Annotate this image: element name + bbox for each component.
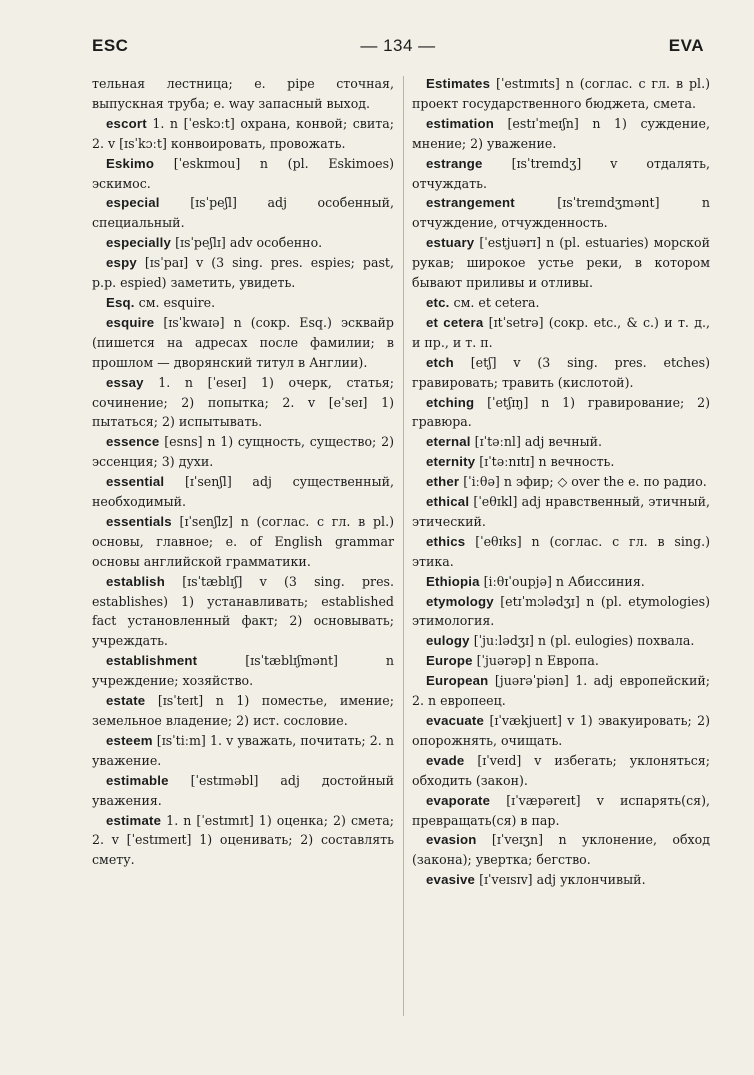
page-header — [92, 36, 704, 62]
entry-definition: [ɪsˈtæblɪʃmənt] n учреждение; хозяйство. — [92, 653, 394, 689]
dictionary-entry — [92, 373, 394, 433]
entry-definition: [ˈestɪmɪts] n (соглас. с гл. в pl.) проект государственного бюджета, смета. — [412, 76, 710, 111]
entry-definition: 1. n [ˈestɪmɪt] 1) оценка; 2) смета; 2. v [ˈestɪmeɪt] 1) оценивать; 2) составлять смету. — [92, 812, 394, 868]
dictionary-entry — [412, 353, 710, 393]
entry-headword: Ethiopia — [426, 573, 480, 589]
entry-definition: [ɪˈvækjueɪt] v 1) эвакуировать; 2) опорожнять, очищать. — [412, 713, 710, 748]
entry-headword: especial — [106, 195, 160, 211]
entry-definition: [etɪˈmɔlədʒɪ] n (pl. etymologies) этимология. — [412, 593, 710, 629]
entry-definition: [ɪˈsenʃlz] n (соглас. с гл. в pl.) основы, главное; e. of English grammar основы английской грамматики. — [92, 513, 394, 569]
dictionary-entry — [412, 472, 710, 492]
entry-headword: essence — [106, 434, 160, 450]
entry-definition: [ˈestɪməbl] adj достойный уважения. — [92, 772, 394, 808]
entry-definition: [ɪˈveɪsɪv] adj уклончивый. — [475, 872, 646, 888]
entry-headword: esquire — [106, 314, 155, 330]
left-column — [92, 74, 394, 870]
entry-headword: evasive — [426, 872, 476, 888]
entry-headword: estuary — [426, 235, 475, 251]
entry-definition: [ˈiːθə] n эфир; ◇ over the e. по радио. — [459, 474, 707, 490]
entry-headword: etching — [426, 394, 475, 410]
dictionary-entry — [412, 114, 710, 154]
entry-headword: European — [426, 673, 489, 689]
entry-headword: ether — [426, 474, 460, 490]
entry-headword: establishment — [106, 653, 198, 669]
column-divider — [403, 76, 404, 1016]
entry-definition: [estɪˈmeɪʃn] n 1) суждение, мнение; 2) уважение. — [412, 115, 710, 151]
dictionary-entry — [92, 233, 394, 253]
dictionary-entry — [92, 114, 394, 154]
dictionary-entry — [412, 592, 710, 632]
entry-definition: [ˈeθɪks] n (соглас. с гл. в sing.) этика. — [412, 533, 710, 569]
dictionary-entry — [412, 572, 710, 592]
dictionary-entry — [412, 313, 710, 353]
entry-definition: [ɪˈveɪd] v избегать; уклоняться; обходить (закон). — [412, 752, 710, 788]
entry-headword: estimate — [106, 812, 162, 828]
entry-definition: 1. n [ˈeskɔːt] охрана, конвой; свита; 2. v [ɪsˈkɔːt] конвоировать, провожать. — [92, 115, 394, 151]
entry-headword: etch — [426, 354, 454, 370]
dictionary-entry — [412, 751, 710, 791]
entry-definition: [ɪsˈpeʃlɪ] adv особенно. — [171, 235, 323, 251]
entry-definition: [ɪˈsenʃl] adj существенный, необходимый. — [92, 474, 394, 510]
entry-headword: Esq. — [106, 294, 135, 310]
dictionary-entry — [412, 293, 710, 313]
entry-headword: evade — [426, 752, 465, 768]
dictionary-entry — [92, 472, 394, 512]
entry-headword: etymology — [426, 593, 494, 609]
dictionary-entry — [412, 74, 710, 114]
entry-headword: especially — [106, 235, 172, 251]
entry-headword: essential — [106, 474, 165, 490]
entry-definition: [ɪsˈpeʃl] adj особенный, специальный. — [92, 195, 394, 231]
dictionary-entry — [412, 870, 710, 890]
dictionary-entry — [92, 313, 394, 373]
entry-headword: Eskimo — [106, 155, 155, 171]
dictionary-entry — [92, 572, 394, 652]
entry-definition: [ˈjuərəp] n Европа. — [472, 653, 599, 669]
dictionary-entry — [92, 293, 394, 313]
dictionary-entry — [412, 432, 710, 452]
entry-definition: [ˈjuːlədʒɪ] n (pl. eulogies) похвала. — [469, 633, 695, 649]
entry-definition: [ɪsˈkwaɪə] n (сокр. Esq.) эсквайр (пишется на адресах после фамилии; в прошлом — дворянский титул в Англии). — [92, 314, 394, 370]
entry-headword: eternity — [426, 454, 476, 470]
entry-definition: [ɪsˈpaɪ] v (3 sing. pres. espies; past, p.p. espied) заметить, увидеть. — [92, 255, 394, 291]
dictionary-entry — [412, 393, 710, 433]
entry-headword: escort — [106, 115, 147, 131]
dictionary-entry — [412, 830, 710, 870]
entry-definition: [ɪtˈsetrə] (сокр. etc., & c.) и т. д., и пр., и т. п. — [412, 314, 710, 350]
entry-headword: eternal — [426, 434, 471, 450]
dictionary-entry — [412, 193, 710, 233]
entry-definition: [ɪsˈtreɪndʒ] v отдалять, отчуждать. — [412, 155, 710, 191]
entry-headword: espy — [106, 255, 137, 271]
entry-headword: ethical — [426, 494, 470, 510]
dictionary-entry — [412, 631, 710, 651]
entry-definition: [esns] n 1) сущность, существо; 2) эссенция; 3) духи. — [92, 434, 394, 470]
entry-definition: [ˈeθɪkl] adj нравственный, этичный, этический. — [412, 494, 710, 529]
dictionary-entry — [412, 452, 710, 472]
dictionary-entry — [412, 711, 710, 751]
dictionary-entry — [92, 811, 394, 871]
entry-definition: [ˈetʃɪŋ] n 1) гравирование; 2) гравюра. — [412, 394, 710, 430]
entry-headword: establish — [106, 573, 165, 589]
entry-definition: [juərəˈpiən] 1. adj европейский; 2. n европеец. — [412, 673, 710, 709]
dictionary-entry — [92, 731, 394, 771]
entry-definition: [ˈestjuərɪ] n (pl. estuaries) морской рукав; широкое устье реки, в котором бывают приливы и отливы. — [412, 235, 710, 291]
entry-headword: essentials — [106, 513, 172, 529]
entry-headword: estrangement — [426, 195, 515, 211]
entry-headword: evacuate — [426, 713, 485, 728]
entry-headword: essay — [106, 374, 144, 390]
entry-definition: [ɪˈvæpəreɪt] v испарять(ся), превращать(ся) в пар. — [412, 792, 710, 828]
entry-definition: тельная лестница; e. pipe сточная, выпускная труба; e. way запасный выход. — [92, 76, 394, 111]
entry-definition: [ɪsˈtæblɪʃ] v (3 sing. pres. establishes) 1) устанавливать; established fact установленный факт; 2) основывать; учреждать. — [92, 573, 394, 649]
entry-headword: estate — [106, 693, 146, 709]
dictionary-entry — [412, 492, 710, 532]
entry-definition: [etʃ] v (3 sing. pres. etches) гравировать; травить (кислотой). — [412, 354, 710, 390]
dictionary-entry — [92, 193, 394, 233]
dictionary-entry — [412, 233, 710, 293]
dictionary-entry — [412, 671, 710, 711]
entry-headword: Europe — [426, 653, 473, 669]
dictionary-entry — [92, 691, 394, 731]
entry-headword: eulogy — [426, 633, 470, 649]
dictionary-entry — [412, 791, 710, 831]
entry-definition: [ɪsˈtiːm] 1. v уважать, почитать; 2. n уважение. — [92, 732, 394, 768]
dictionary-entry — [92, 432, 394, 472]
dictionary-entry — [412, 154, 710, 194]
dictionary-entry — [92, 74, 394, 114]
entry-definition: [ˈeskɪmou] n (pl. Eskimoes) эскимос. — [92, 155, 394, 191]
dictionary-entry — [92, 154, 394, 194]
entry-definition: [iːθɪˈoupjə] n Абиссиния. — [479, 573, 645, 589]
page-number: — 134 — — [360, 36, 436, 55]
entry-headword: esteem — [106, 732, 153, 748]
dictionary-entry — [92, 253, 394, 293]
entry-definition: [ɪˈtəːnl] adj вечный. — [470, 434, 603, 450]
dictionary-entry — [92, 512, 394, 572]
entry-definition: [ɪˈtəːnɪtɪ] n вечность. — [475, 454, 615, 470]
header-left-guideword: ESC — [92, 36, 129, 55]
dictionary-entry — [412, 651, 710, 671]
entry-headword: etc. — [426, 294, 450, 310]
entry-headword: estrange — [426, 155, 483, 171]
right-column — [412, 74, 710, 890]
header-right-guideword: EVA — [668, 36, 704, 55]
entry-headword: estimable — [106, 772, 169, 788]
entry-definition: см. et cetera. — [449, 294, 540, 310]
entry-headword: ethics — [426, 533, 466, 549]
entry-definition: [ɪˈveɪʒn] n уклонение, обход (закона); увертка; бегство. — [412, 832, 710, 868]
entry-headword: evasion — [426, 832, 477, 848]
dictionary-entry — [92, 651, 394, 691]
entry-definition: [ɪsˈtreɪndʒmənt] n отчуждение, отчужденность. — [412, 195, 710, 231]
entry-headword: evaporate — [426, 792, 491, 808]
entry-headword: Estimates — [426, 76, 491, 91]
entry-headword: estimation — [426, 115, 494, 131]
dictionary-entry — [412, 532, 710, 572]
dictionary-entry — [92, 771, 394, 811]
entry-definition: см. esquire. — [134, 294, 216, 310]
entry-headword: et cetera — [426, 314, 484, 330]
entry-definition: [ɪsˈteɪt] n 1) поместье, имение; земельное владение; 2) ист. сословие. — [92, 693, 394, 728]
entry-definition: 1. n [ˈeseɪ] 1) очерк, статья; сочинение; 2) попытка; 2. v [eˈseɪ] 1) пытаться; 2) испытывать. — [92, 374, 394, 430]
